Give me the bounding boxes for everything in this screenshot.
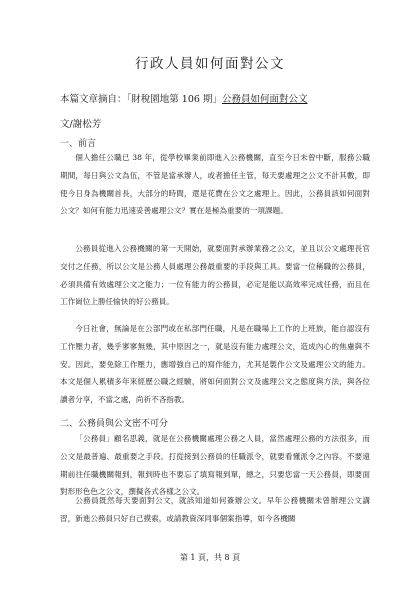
paragraph: 公務員既然每天要面對公文，就該知道如何簽辦公文。早年公務機關未曾辦理公文講習，新進公務員只好自己摸索，或請教資深同事個案指導，如今各機關 bbox=[60, 496, 370, 523]
section-heading: 一、前言 bbox=[60, 139, 97, 149]
paragraph: 公務員從進入公務機關的第一天開始，就要面對承辦業務之公文，並且以公文處理長官交付之任務，所以公文是公務人員處理公務最重要的手段與工具。要當一位稱職的公務員，必須具備有效處理公文之能力；一位有能力的公務員，必定是能以高效率完成任務，而且在工作崗位上勝任愉快的好公務員。 bbox=[60, 244, 370, 307]
author-line: 文/謝松芳 bbox=[60, 119, 102, 130]
source-link[interactable]: 公務員如何面對公文 bbox=[221, 94, 308, 105]
source-line bbox=[60, 91, 307, 105]
paragraph: 「公務員」顧名思義，就是在公務機關處理公務之人員，當然處理公務的方法很多，而公文是最普遍、最重要之手段。打從接到公務員的任職派令，就要看懂派令之內容。不要遠期前往任職機關報到，報到時也不要忘了填寫報到單，總之，只要您當一天公務員，即要面對形形色色之公文，撰擬各式各樣之公文。 bbox=[60, 434, 370, 497]
document-title: 行政人員如何面對公文 bbox=[135, 56, 285, 72]
paragraph: 今日社會，無論是在公部門或在私部門任職，凡是在職場上工作的上班族，能自認沒有工作壓力者，幾乎寥寥無幾，其中原因之一，就是沒有能力處理公文，造成內心的焦慮與不安。因此，要免除工作壓力，應增強自己的寫作能力，尤其是製作公文及處理公文的能力。本文是個人累積多年來經歷公職之經驗，將如何面對公文及處理公文之態度與方法，與各位讀者分享，不當之處，尚祈不吝指教。 bbox=[60, 324, 370, 405]
paragraph: 個人擔任公職已 38 年，從學校畢業前即進入公務機關，直至今日未曾中斷，服務公職期間，每日與公文為伍，不管是當承辦人，或者擔任主管，每天要處理之公文不計其數，即使今日身為機關首長，大部分的時間，還是花費在公文之處理上。因此，公務員該如何面對公文？如何有能力迅速妥善處理公文？實在是極為重要的一項課題。 bbox=[60, 153, 370, 216]
section-heading: 二、公務員與公文密不可分 bbox=[60, 419, 169, 429]
source-prefix: 本篇文章摘自：「財稅園地第 106 期」 bbox=[60, 94, 222, 105]
page-indicator: 第 1 頁，共 8 頁 bbox=[179, 553, 241, 562]
